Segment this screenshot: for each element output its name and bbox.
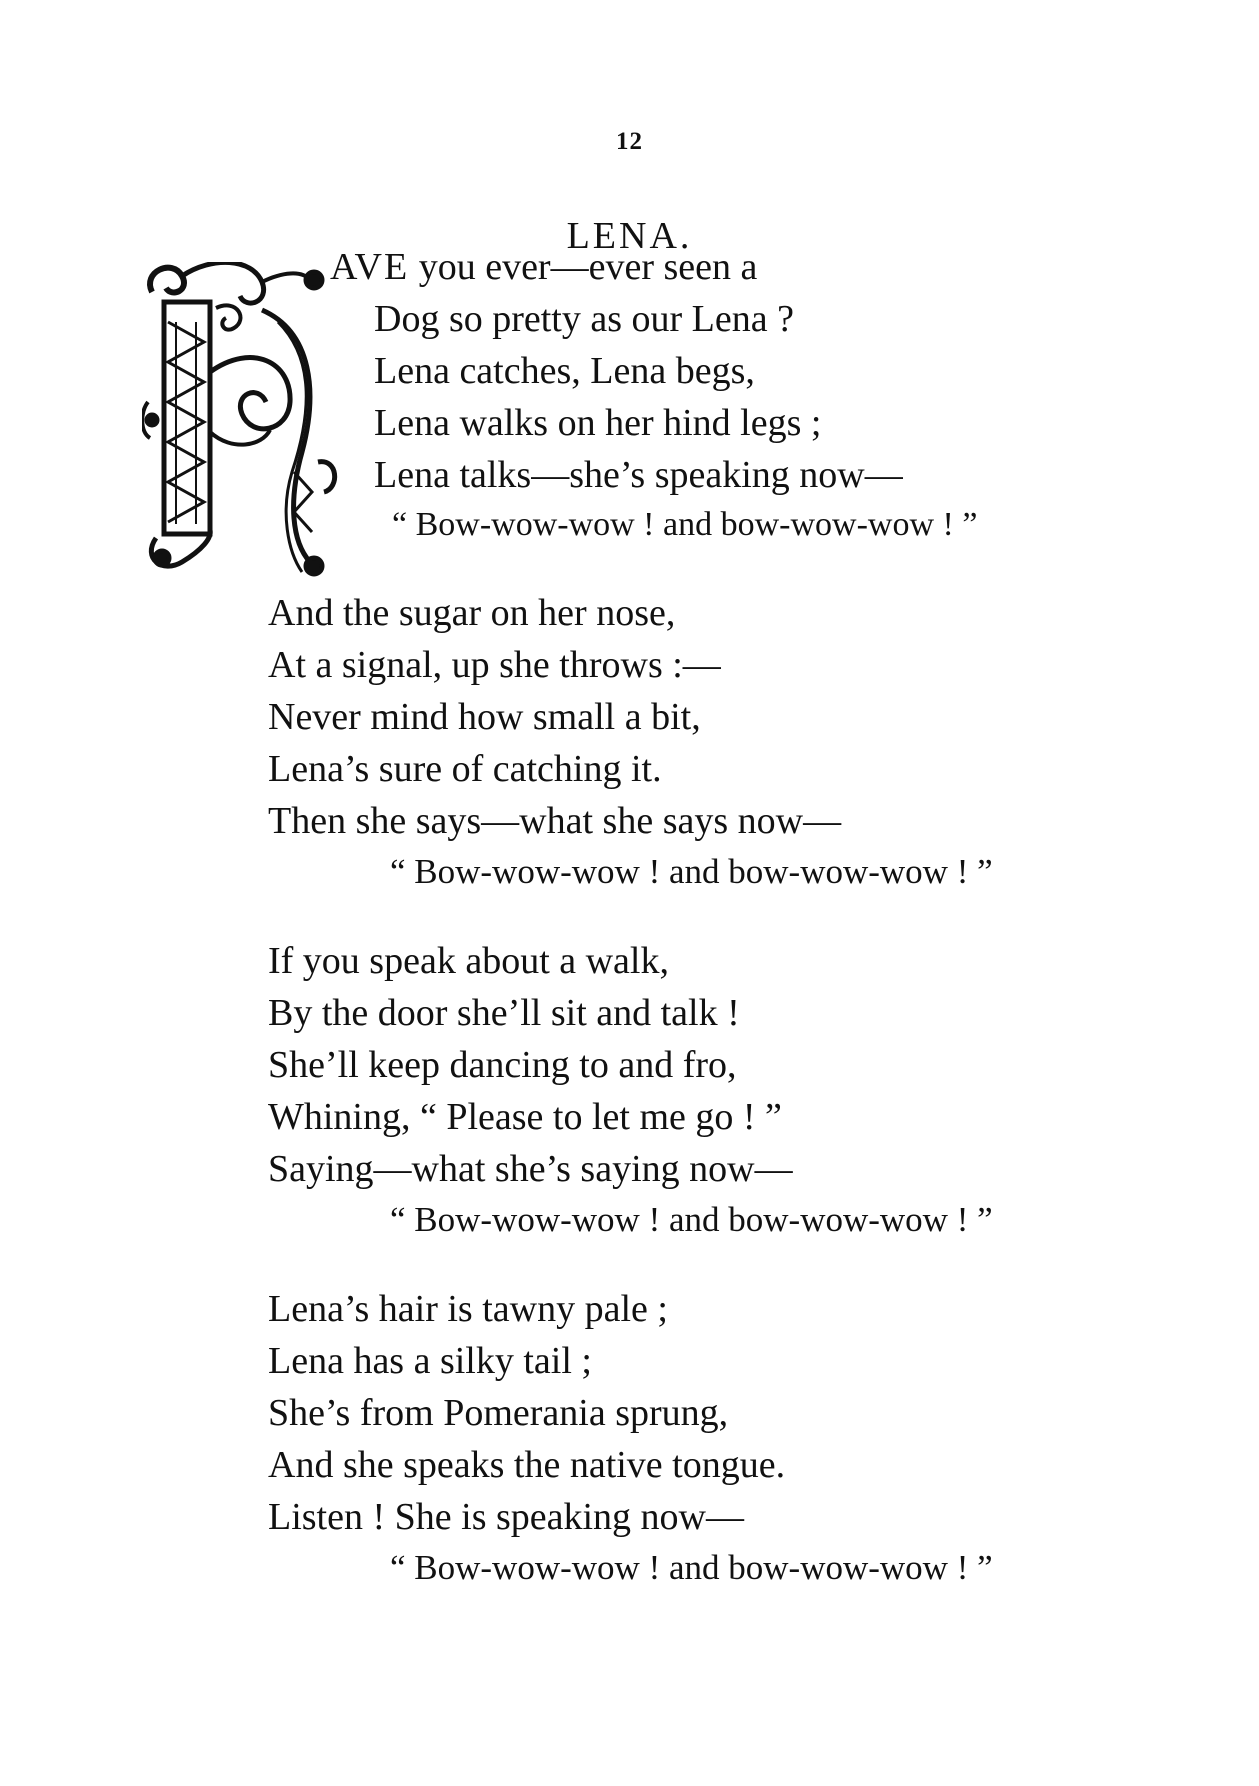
poem-line: Never mind how small a bit, xyxy=(268,696,701,738)
poem-line: By the door she’ll sit and talk ! xyxy=(268,992,740,1034)
poem-title: LENA. xyxy=(566,215,693,257)
poem-line: Lena’s sure of catching it. xyxy=(268,748,662,790)
refrain-line: “ Bow-wow-wow ! and bow-wow-wow ! ” xyxy=(390,1200,993,1239)
ornamental-initial xyxy=(142,262,342,580)
poem-line: Lena catches, Lena begs, xyxy=(374,350,755,392)
poem-line: She’s from Pomerania sprung, xyxy=(268,1392,729,1434)
first-line-rest: you ever—ever seen a xyxy=(409,246,758,288)
refrain-line: “ Bow-wow-wow ! and bow-wow-wow ! ” xyxy=(390,1548,993,1587)
poem-line: Dog so pretty as our Lena ? xyxy=(374,298,794,340)
poem-line: Then she says—what she says now— xyxy=(268,800,842,842)
poem-line: Lena’s hair is tawny pale ; xyxy=(268,1288,668,1330)
poem-line: Whining, “ Please to let me go ! ” xyxy=(268,1096,782,1138)
poem-line: Listen ! She is speaking now— xyxy=(268,1496,745,1538)
poem-line: She’ll keep dancing to and fro, xyxy=(268,1044,737,1086)
poem-line: If you speak about a walk, xyxy=(268,940,669,982)
drop-cap-word: AVE xyxy=(330,246,410,288)
refrain-line: “ Bow-wow-wow ! and bow-wow-wow ! ” xyxy=(392,506,978,543)
poem-line: And the sugar on her nose, xyxy=(268,592,676,634)
refrain-line: “ Bow-wow-wow ! and bow-wow-wow ! ” xyxy=(390,852,993,891)
poem-line: Saying—what she’s saying now— xyxy=(268,1148,793,1190)
poem-line: At a signal, up she throws :— xyxy=(268,644,721,686)
ornamental-h-icon xyxy=(142,262,342,580)
poem-line: Lena has a silky tail ; xyxy=(268,1340,592,1382)
page-number: 12 xyxy=(616,128,643,155)
poem-line xyxy=(330,248,757,286)
poem-line: And she speaks the native tongue. xyxy=(268,1444,786,1486)
poem-line: Lena walks on her hind legs ; xyxy=(374,402,822,444)
poem-line: Lena talks—she’s speaking now— xyxy=(374,454,903,496)
